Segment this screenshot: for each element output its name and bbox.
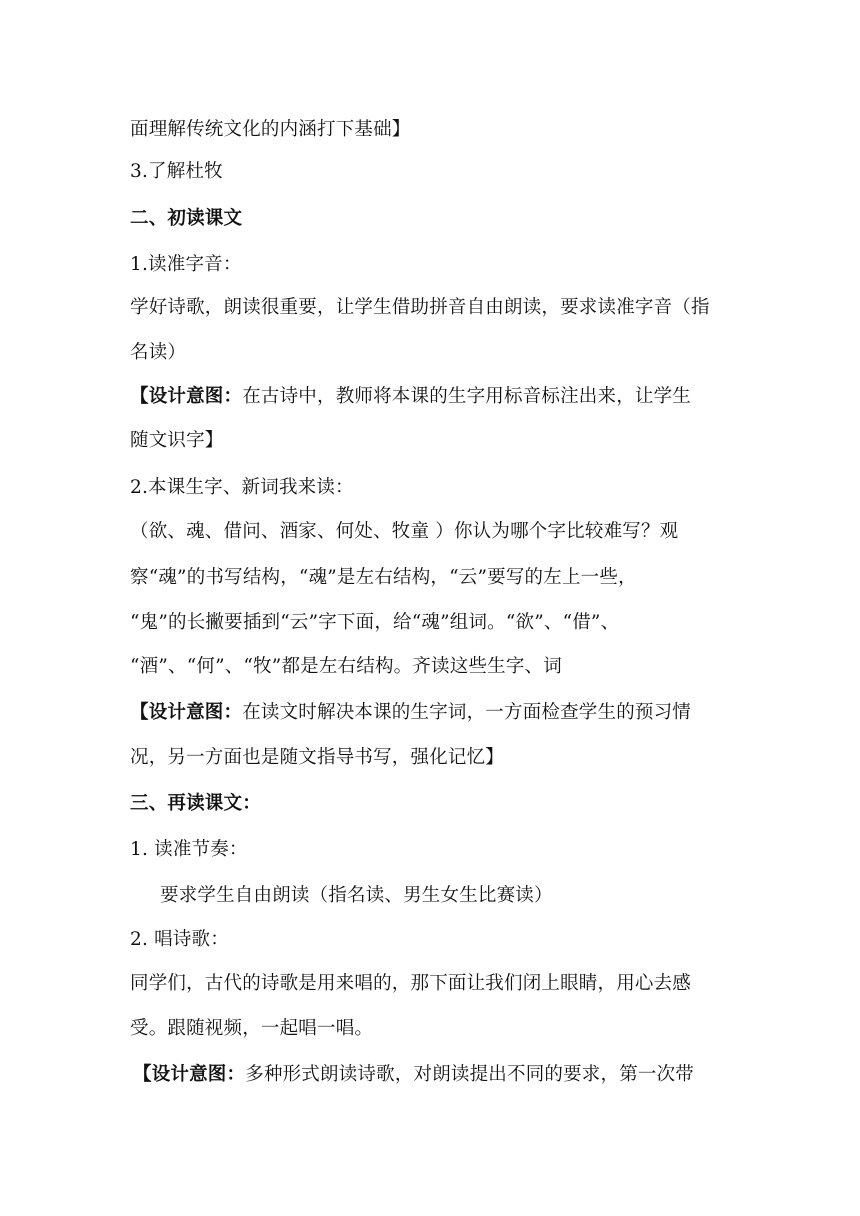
design-intent-line	[133, 1062, 743, 1088]
text-line: “酒”、“何”、“牧”都是左右结构。齐读这些生字、词	[130, 656, 562, 677]
design-intent-line	[130, 384, 740, 410]
design-intent-text: 多种形式朗读诗歌，对朗读提出不同的要求，第一次带	[245, 1064, 695, 1085]
text-line: 受。跟随视频，一起唱一唱。	[130, 1018, 374, 1039]
text-line: 察“魂”的书写结构，“魂”是左右结构，“云”要写的左上一些，	[130, 567, 637, 588]
section-heading: 二、初读课文	[130, 208, 243, 229]
text-line: 况，另一方面也是随文指导书写，强化记忆】	[130, 747, 505, 768]
text-line: “鬼”的长撇要插到“云”字下面，给“魂”组词。“欲”、“借”、	[130, 612, 620, 633]
section-heading: 三、再读课文：	[130, 793, 261, 814]
design-intent-label: 【设计意图：	[130, 386, 243, 407]
text-line: 2.本课生字、新词我来读：	[130, 477, 354, 498]
text-line: 要求学生自由朗读（指名读、男生女生比赛读）	[160, 885, 553, 906]
text-line: 随文识字】	[130, 430, 224, 451]
design-intent-label: 【设计意图：	[130, 702, 243, 723]
design-intent-text: 在读文时解决本课的生字词，一方面检查学生的预习情	[242, 702, 692, 723]
design-intent-line	[130, 700, 740, 726]
text-line: 2. 唱诗歌：	[130, 929, 229, 950]
text-line: 1.读准字音：	[130, 254, 242, 275]
text-line: 面理解传统文化的内涵打下基础】	[130, 119, 411, 140]
text-line: 名读）	[130, 342, 187, 363]
text-line: （欲、魂、借问、酒家、何处、牧童 ）你认为哪个字比较难写？观	[130, 521, 679, 542]
text-line: 学好诗歌，朗读很重要，让学生借助拼音自由朗读，要求读准字音（指	[130, 297, 710, 318]
design-intent-text: 在古诗中，教师将本课的生字用标音标注出来，让学生	[242, 386, 692, 407]
text-line: 3.了解杜牧	[130, 161, 223, 182]
text-line: 同学们，古代的诗歌是用来唱的，那下面让我们闭上眼睛，用心去感	[130, 973, 692, 994]
design-intent-label: 【设计意图：	[133, 1064, 246, 1085]
text-line: 1. 读准节奏：	[130, 839, 248, 860]
